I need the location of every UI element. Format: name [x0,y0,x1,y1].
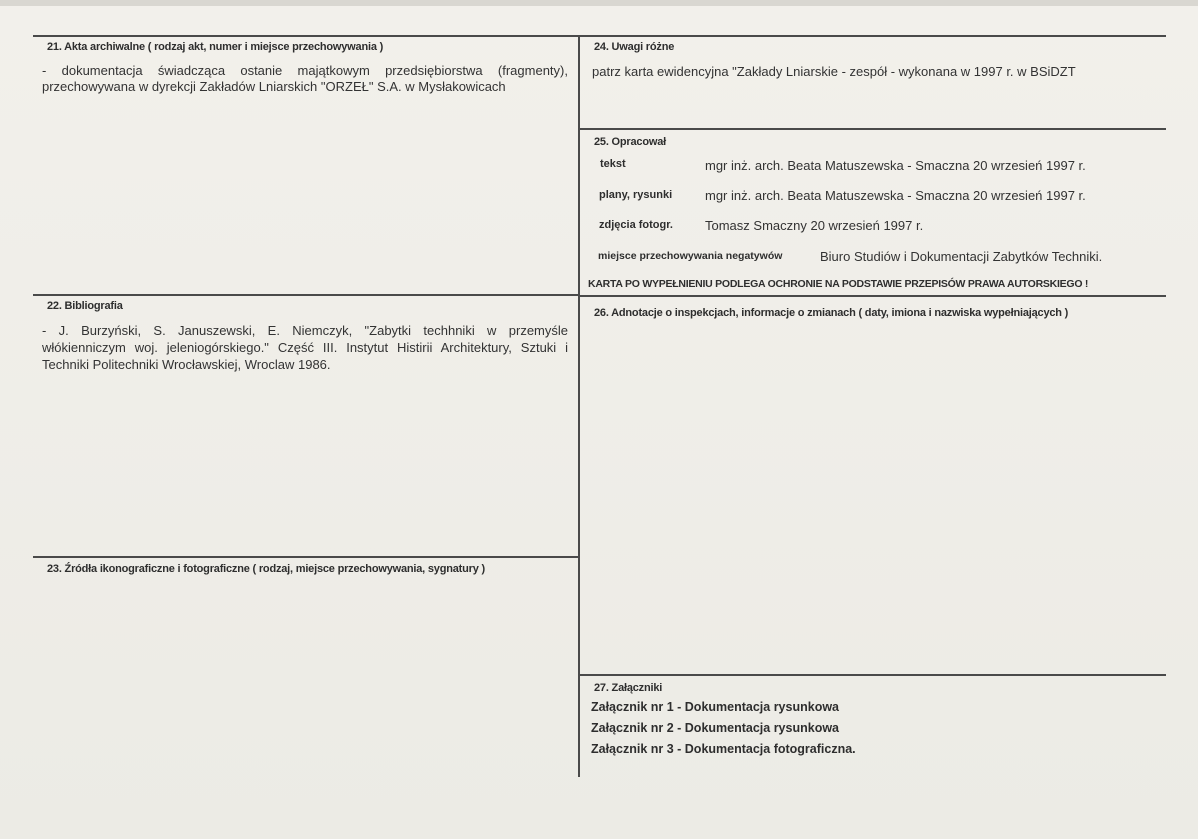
section-24-header: 24. Uwagi różne [594,41,675,53]
divider-center [578,35,580,777]
section-25-header: 25. Opracował [594,136,666,148]
divider-26-27 [579,674,1166,676]
section-27-header: 27. Załączniki [594,682,663,694]
divider-top-left [33,35,579,37]
section-21-line-1: - dokumentacja świadcząca ostanie majątkowym przedsiębiorstwa (fragmenty), [42,63,568,78]
tekst-label: tekst [600,158,626,170]
section-26-header: 26. Adnotacje o inspekcjach, informacje o zmianach ( daty, imiona i nazwiska wypełniających ) [594,307,1069,319]
section-21-header: 21. Akta archiwalne ( rodzaj akt, numer i miejsce przechowywania ) [47,41,384,53]
miejsce-label: miejsce przechowywania negatywów [598,250,783,262]
section-22-line-3: Techniki Politechniki Wrocławskiej, Wroclaw 1986. [42,357,331,372]
miejsce-value: Biuro Studiów i Dokumentacji Zabytków Techniki. [820,249,1103,264]
section-22-line-1: - J. Burzyński, S. Januszewski, E. Niemczyk, "Zabytki techhniki w przemyśle [42,323,568,338]
plany-label: plany, rysunki [599,189,673,201]
divider-top-right [579,35,1166,37]
divider-21-22 [33,294,579,296]
divider-24-25 [579,128,1166,130]
attachment-1: Załącznik nr 1 - Dokumentacja rysunkowa [591,700,839,714]
copyright-notice: KARTA PO WYPEŁNIENIU PODLEGA OCHRONIE NA PODSTAWIE PRZEPISÓW PRAWA AUTORSKIEGO ! [588,278,1089,290]
attachment-3: Załącznik nr 3 - Dokumentacja fotograficzna. [591,742,856,756]
section-21-line-2: przechowywana w dyrekcji Zakładów Lniarskich "ORZEŁ" S.A. w Mysłakowicach [42,79,506,94]
tekst-value: mgr inż. arch. Beata Matuszewska - Smaczna 20 wrzesień 1997 r. [705,158,1086,173]
zdjecia-value: Tomasz Smaczny 20 wrzesień 1997 r. [705,218,924,233]
section-23-header: 23. Źródła ikonograficzne i fotograficzne ( rodzaj, miejsce przechowywania, sygnatury ) [47,563,485,575]
section-24-text: patrz karta ewidencyjna "Zakłady Lniarskie - zespół - wykonana w 1997 r. w BSiDZT [592,64,1076,79]
divider-25-26 [579,295,1166,297]
section-22-header: 22. Bibliografia [47,300,123,312]
zdjecia-label: zdjęcia fotogr. [599,219,673,231]
scan-edge [0,0,1198,6]
divider-22-23 [33,556,579,558]
section-22-line-2: włókienniczym woj. jeleniogórskiego." Część III. Instytut Histirii Architektury, Sztuki i [42,340,568,355]
attachment-2: Załącznik nr 2 - Dokumentacja rysunkowa [591,721,839,735]
plany-value: mgr inż. arch. Beata Matuszewska - Smaczna 20 wrzesień 1997 r. [705,188,1086,203]
